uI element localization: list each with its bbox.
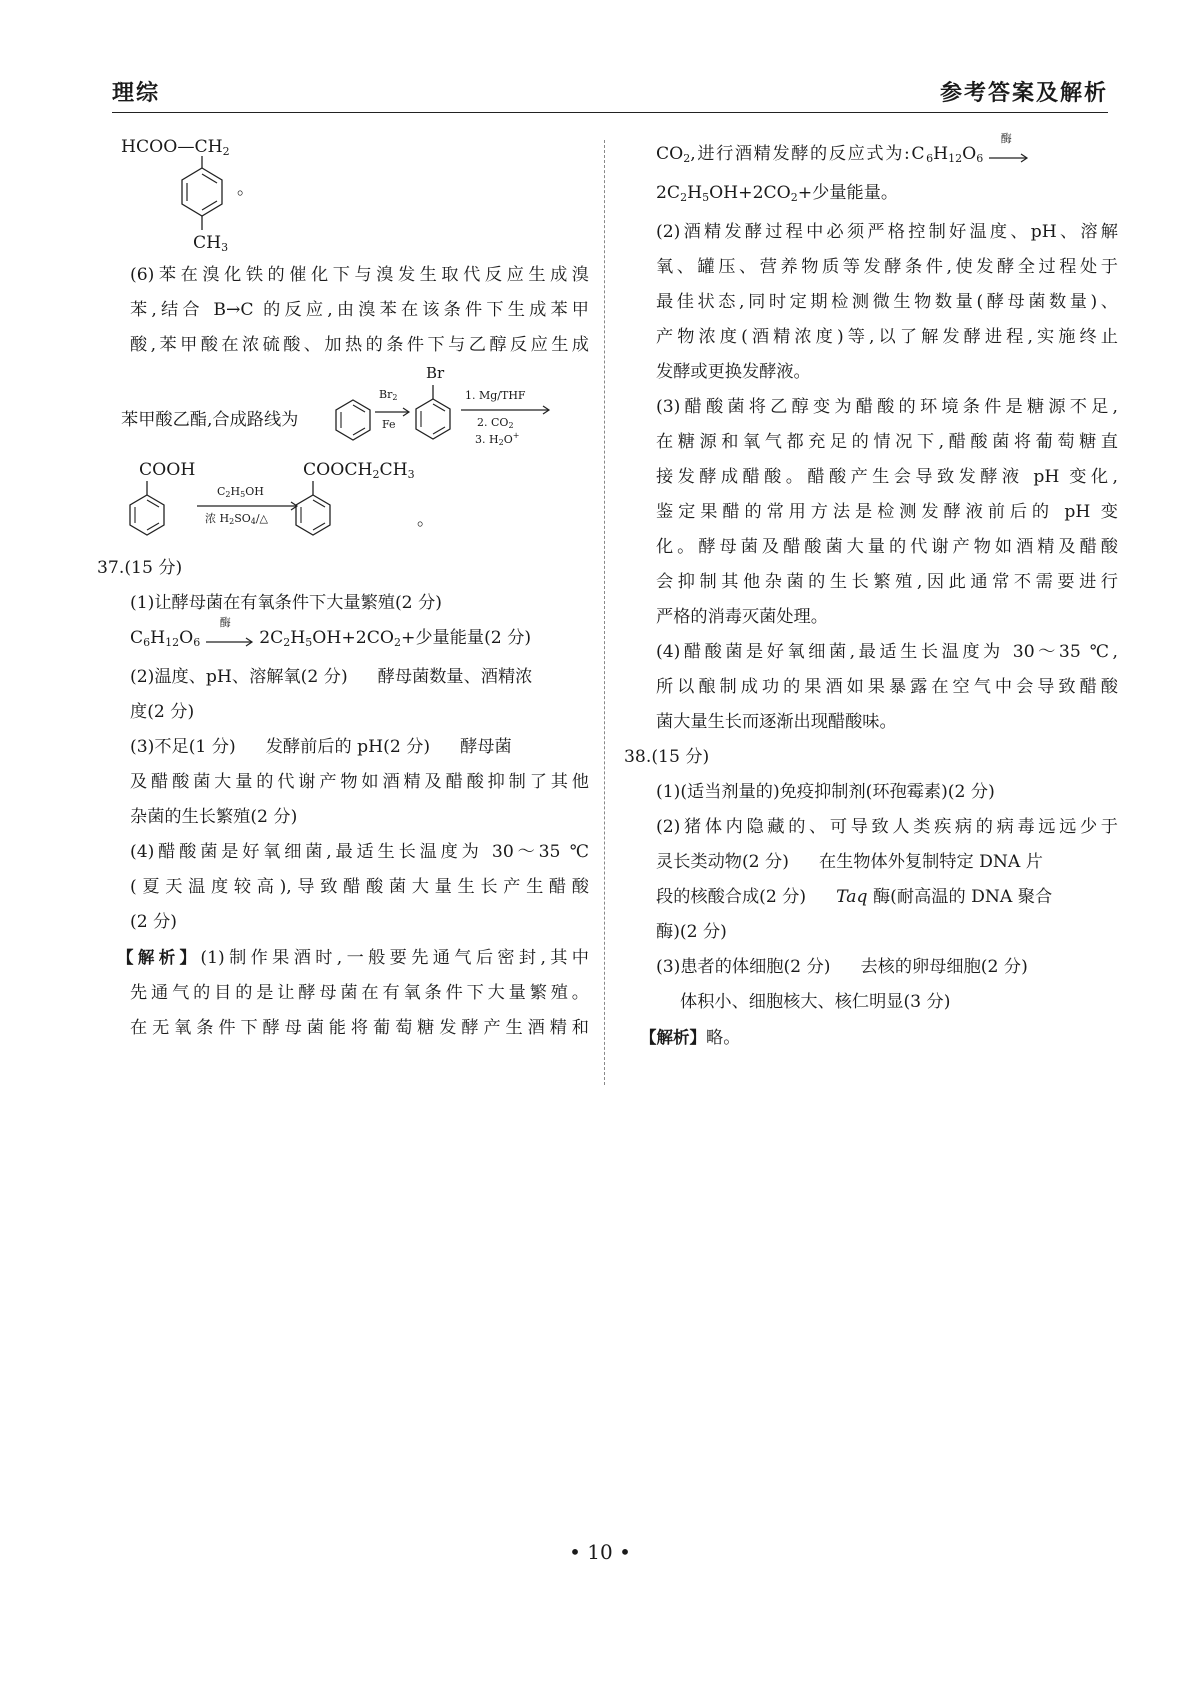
q38-analysis: 【解析】略。 [640,1028,741,1048]
q37-equation: $C_6H_{12}O_6$ 酶 $2C_2H_5OH+2CO_2+$少量能量(2 分) [130,615,532,649]
page-header [112,72,1108,113]
analysis3-line3: 接发酵成醋酸。醋酸产生会导致发酵液 pH 变化, [656,467,1118,487]
q37-answer2: (2)温度、pH、溶解氧(2 分) 酵母菌数量、酒精浓 [130,667,533,687]
period: 。 [417,510,435,530]
q38-answer3-cont: 体积小、细胞核大、核仁明显(3 分) [680,992,951,1012]
synthesis-route-row1 [97,363,589,455]
analysis4-line3: 菌大量生长而逐渐出现醋酸味。 [656,712,897,732]
ethyl-benzoate-ring-icon [293,481,333,543]
arrow2-conditions-c: 3. H2O+ [475,431,520,447]
enzyme-arrow: 酶 [206,631,254,647]
q37-answer1: (1)让酵母菌在有氧条件下大量繁殖(2 分) [130,593,442,613]
q37-title: 37.(15 分) [97,558,183,578]
arrow1-top: Br2 [379,388,398,402]
item6-line1: (6)苯在溴化铁的催化下与溴发生取代反应生成溴 [130,265,589,285]
q37-analysis: 【解析】(1)制作果酒时,一般要先通气后密封,其中 [117,948,589,968]
ester-structure [97,130,589,258]
arrow2-conditions-b: 2. CO2 [477,416,514,430]
analysis3-line2: 在糖源和氧气都充足的情况下,醋酸菌将葡萄糖直 [656,432,1118,452]
analysis3-line5: 化。酵母菌及醋酸菌大量的代谢产物如酒精及醋酸 [656,537,1118,557]
benzene-ring-icon [177,156,227,236]
benzoic-acid-ring-icon [127,481,167,543]
analysis2-line4: 产物浓度(酒精浓度)等,以了解发酵进程,实施终止 [656,327,1118,347]
analysis2-line2: 氧、罐压、营养物质等发酵条件,使发酵全过程处于 [656,257,1118,277]
arrow2-conditions-top: 1. Mg/THF [465,389,526,402]
benzoic-acid-label: COOH [139,460,196,480]
right-column [624,131,1118,1056]
q37-answer3-cont1: 及醋酸菌大量的代谢产物如酒精及醋酸抑制了其他 [130,772,589,792]
left-column [97,130,589,1046]
q37-answer2-cont: 度(2 分) [130,702,195,722]
q38-answer2-cont2: 段的核酸合成(2 分) Taq 酶(耐高温的 DNA 聚合 [656,887,1053,907]
arrow1-bottom: Fe [382,418,396,431]
item6-line2: 苯,结合 B→C 的反应,由溴苯在该条件下生成苯甲 [130,300,589,320]
reaction-arrow [461,405,551,415]
subject-title: 理综 [112,80,161,106]
analysis2-line3: 最佳状态,同时定期检测微生物数量(酵母菌数量)、 [656,292,1118,312]
ethyl-benzoate-label: $COOCH_2CH_3$ [303,460,415,481]
analysis3-line4: 鉴定果醋的常用方法是检测发酵液前后的 pH 变 [656,502,1118,522]
q37-analysis-cont2: 在无氧条件下酵母菌能将葡萄糖发酵产生酒精和 [130,1018,589,1038]
q37-analysis-cont1: 先通气的目的是让酵母菌在有氧条件下大量繁殖。 [130,983,589,1003]
enzyme-arrow: 酶 [989,147,1029,163]
analysis3-line7: 严格的消毒灭菌处理。 [656,607,828,627]
analysis3-line6: 会抑制其他杂菌的生长繁殖,因此通常不需要进行 [656,572,1118,592]
analysis-label: 【解析】 [640,1028,706,1047]
q37-answer4-cont1: (夏天温度较高),导致醋酸菌大量生长产生醋酸 [130,877,589,897]
q37-answer4-cont2: (2 分) [130,912,177,932]
fermentation-equation-line1: $CO_2$,进行酒精发酵的反应式为$:C_6H_{12}O_6$ 酶 [640,137,1118,176]
reaction-arrow [197,501,299,511]
q38-title: 38.(15 分) [624,747,710,767]
period: 。 [237,179,255,199]
analysis4-line2: 所以酿制成功的果酒如果暴露在空气中会导致醋酸 [656,677,1118,697]
fermentation-equation-line2: $2C_2H_5OH+2CO_2+$少量能量。 [656,183,899,204]
q37-answer3-cont2: 杂菌的生长繁殖(2 分) [130,807,298,827]
arrow3-top: C2H5OH [217,485,264,499]
structure-formula: $HCOO—CH_2$ [121,137,230,158]
q38-answer2: (2)猪体内隐藏的、可导致人类疾病的病毒远远少于 [656,817,1118,837]
q38-answer2-cont3: 酶)(2 分) [656,922,727,942]
reaction-arrow [375,407,411,417]
analysis3-line1: (3)醋酸菌将乙醇变为醋酸的环境条件是糖源不足, [656,397,1118,417]
analysis-label: 【解析】 [117,948,201,967]
bromine-label: Br [426,364,445,382]
item6-line3: 酸,苯甲酸在浓硫酸、加热的条件下与乙醇反应生成 [130,335,589,355]
bromobenzene-icon [413,383,453,443]
q37-answer4: (4)醋酸菌是好氧细菌,最适生长温度为 30～35 ℃ [130,842,589,862]
benzene-icon [333,397,373,443]
synthesis-route-row2 [97,455,589,551]
analysis2-line1: (2)酒精发酵过程中必须严格控制好温度、pH、溶解 [656,222,1118,242]
q38-answer3: (3)患者的体细胞(2 分) 去核的卵母细胞(2 分) [656,957,1028,977]
route-lead: 苯甲酸乙酯,合成路线为 [121,410,299,430]
analysis4-line1: (4)醋酸菌是好氧细菌,最适生长温度为 30～35 ℃, [656,642,1118,662]
page-number: • 10 • [569,1540,631,1564]
q37-answer3: (3)不足(1 分) 发酵前后的 pH(2 分) 酵母菌 [130,737,512,757]
column-divider [604,140,605,1085]
arrow3-bottom: 浓 H2SO4/△ [205,512,269,526]
analysis2-line5: 发酵或更换发酵液。 [656,362,811,382]
q38-answer1: (1)(适当剂量的)免疫抑制剂(环孢霉素)(2 分) [656,782,995,802]
methyl-label: $CH_3$ [193,233,229,254]
section-title: 参考答案及解析 [939,80,1108,106]
q38-answer2-cont1: 灵长类动物(2 分) 在生物体外复制特定 DNA 片 [656,852,1043,872]
